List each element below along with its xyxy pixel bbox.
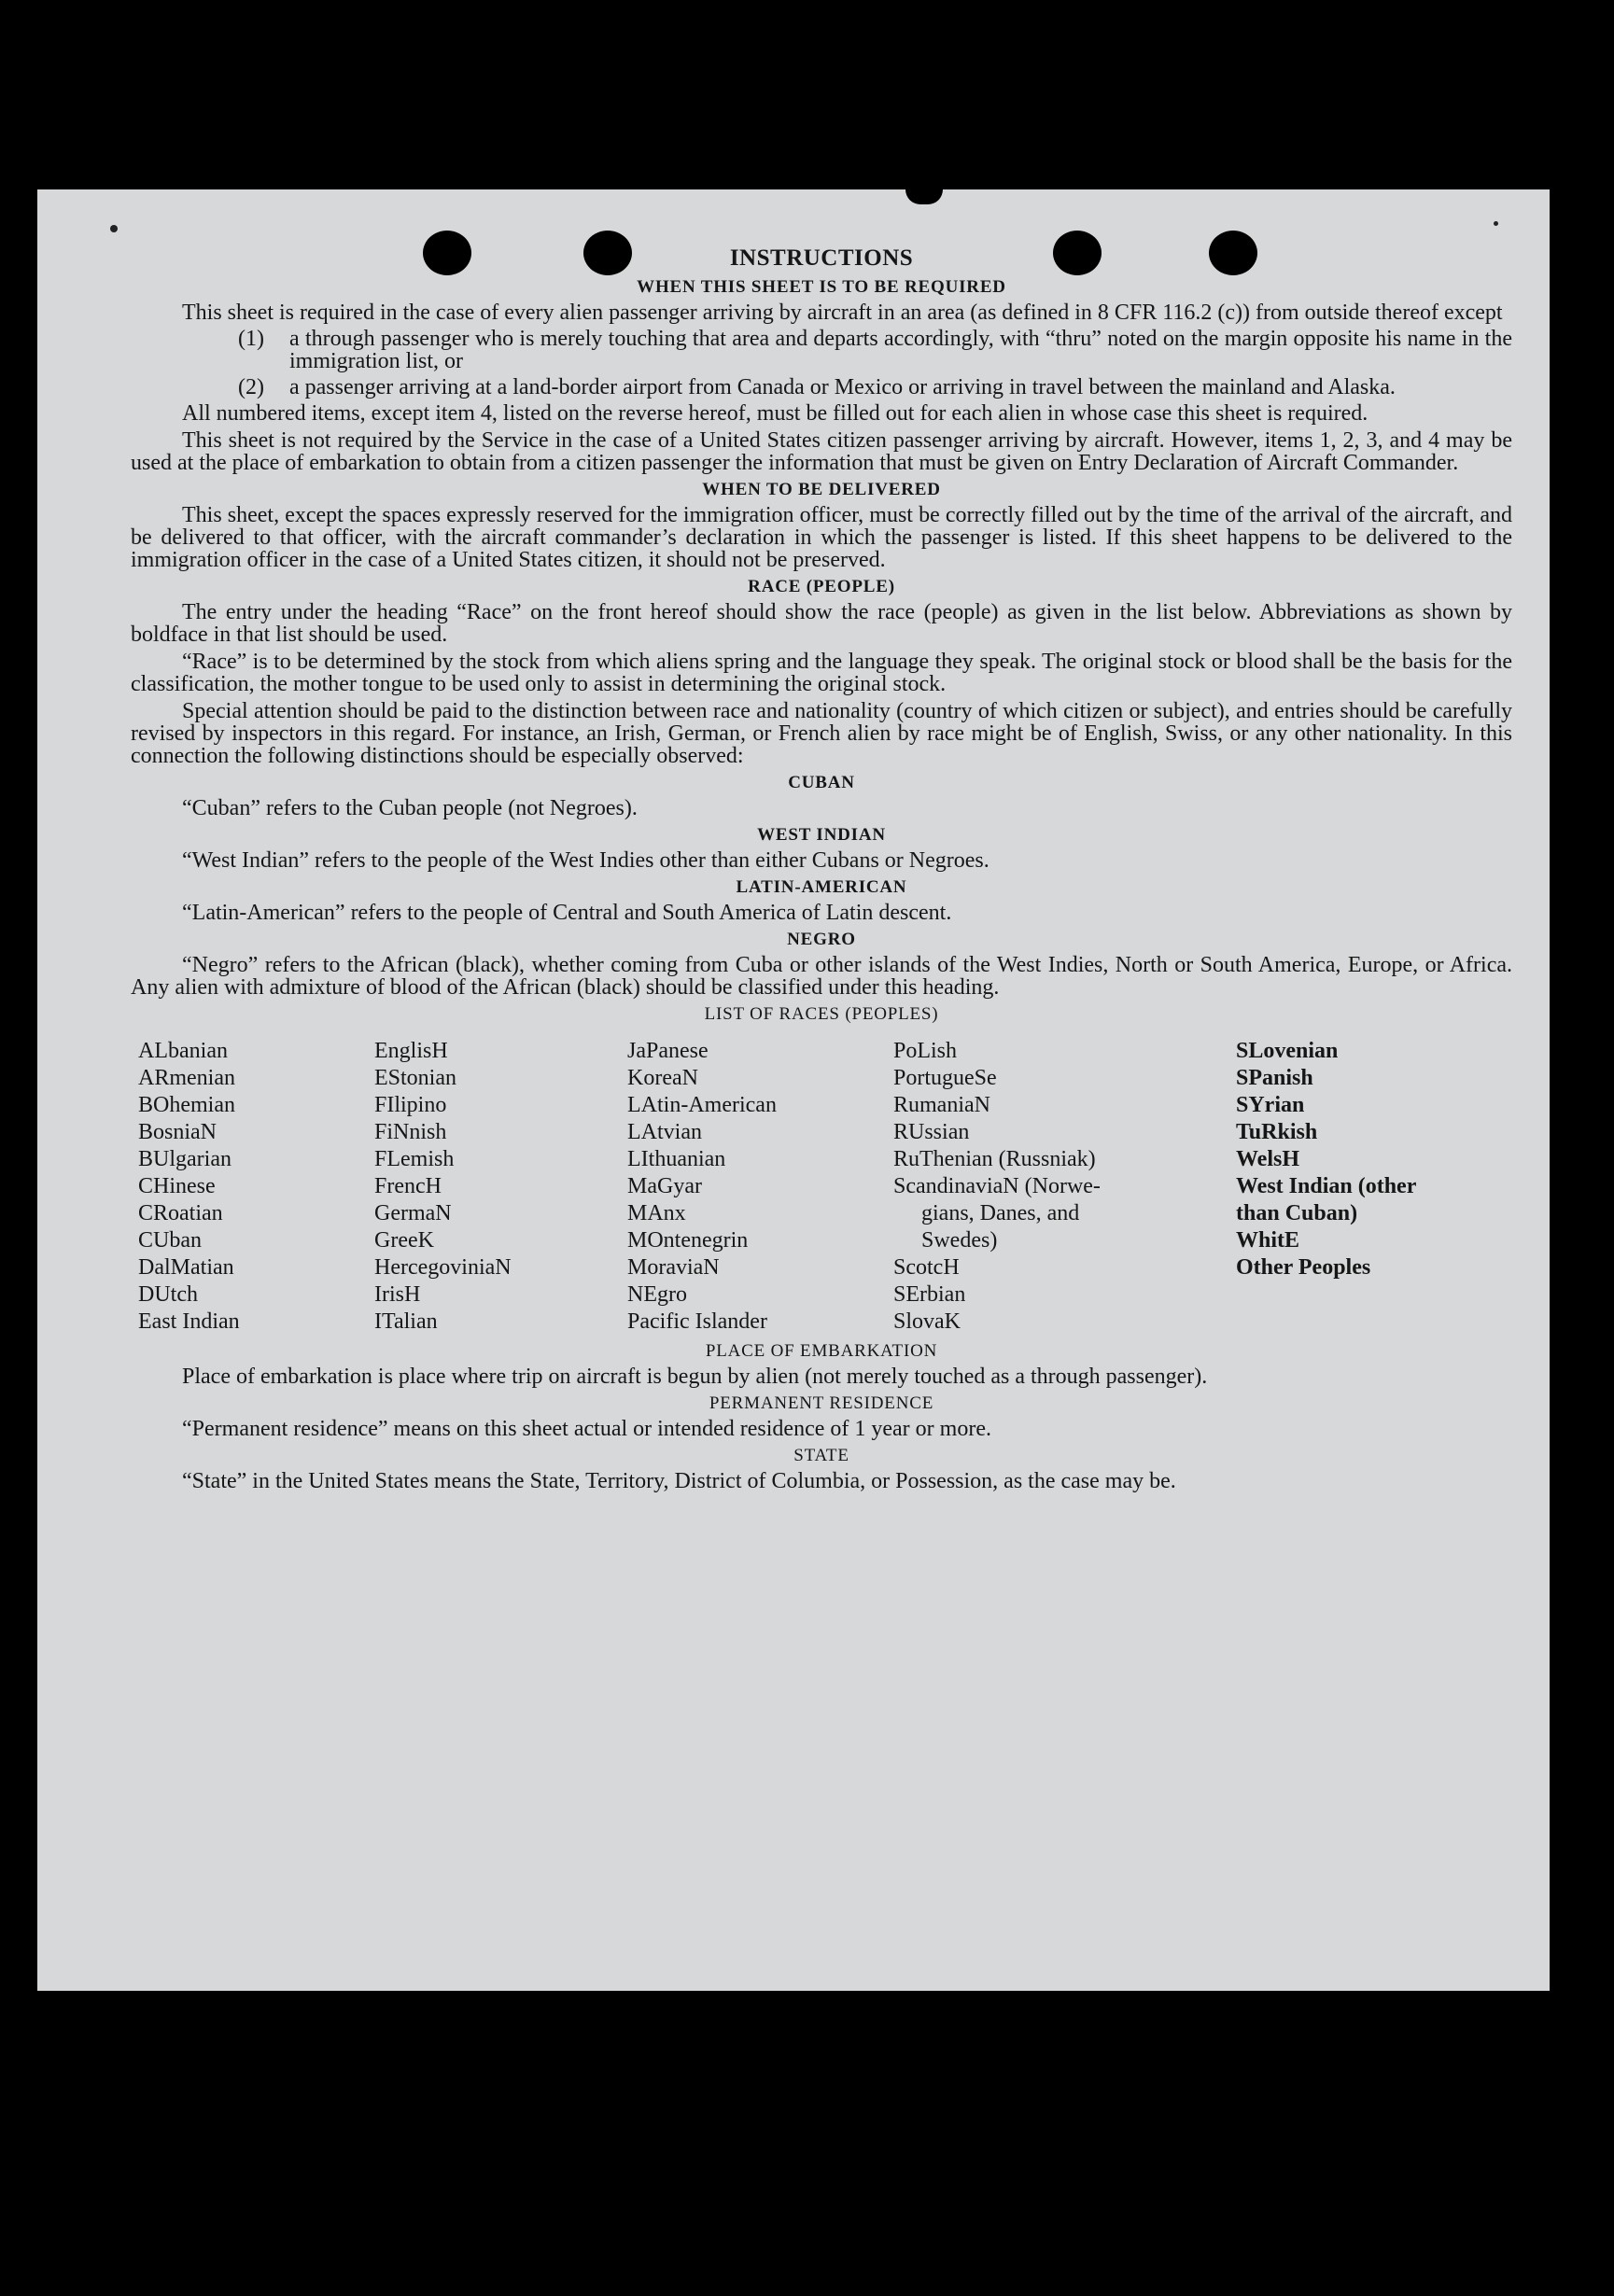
race-entry: Pacific Islander (627, 1309, 767, 1334)
race-entry: FrencH (374, 1174, 442, 1198)
race-entry: RumaniaN (893, 1093, 990, 1117)
item-number: (1) (238, 327, 264, 351)
race-entry: Other Peoples (1236, 1255, 1371, 1280)
race-entry: LAtin-American (627, 1093, 777, 1117)
race-entry: EStonian (374, 1066, 456, 1090)
race-entry: JaPanese (627, 1039, 709, 1063)
race-column (627, 1038, 893, 1336)
page-title: INSTRUCTIONS (729, 245, 914, 271)
instructions-content (131, 245, 1512, 1492)
race-entry: MAnx (627, 1201, 686, 1225)
speck (1494, 221, 1498, 226)
race-column (138, 1038, 374, 1336)
race-entry: GreeK (374, 1228, 434, 1253)
race-entry: LIthuanian (627, 1147, 726, 1171)
race-entry: ALbanian (138, 1039, 228, 1063)
section-heading: LIST OF RACES (PEOPLES) (704, 1004, 939, 1024)
item-text: a through passenger who is merely touching that area and departs accordingly, with “thru” noted on the margin opposite his name in the immigration list, or (289, 327, 1512, 373)
item-text: a passenger arriving at a land-border airport from Canada or Mexico or arriving in travel between the mainland and Alaska. (289, 375, 1396, 399)
race-entry: BosniaN (138, 1120, 217, 1144)
race-entry: gians, Danes, and (921, 1201, 1080, 1225)
race-entry: NEgro (627, 1282, 687, 1307)
paragraph: “Race” is to be determined by the stock from which aliens spring and the language they speak. The original stock or blood shall be the basis for the classification, the mother tongue to be used only to assist in determining the original stock. (131, 650, 1512, 696)
race-entry: MOntenegrin (627, 1228, 749, 1253)
race-entry: ScandinaviaN (Norwe- (893, 1174, 1101, 1198)
paragraph: All numbered items, except item 4, listed on the reverse hereof, must be filled out for each alien in whose case this sheet is required. (182, 401, 1368, 426)
paragraph: The entry under the heading “Race” on the front hereof should show the race (people) as given in the list below. Abbreviations as shown by boldface in that list should be used. (131, 600, 1512, 647)
race-entry: KoreaN (627, 1066, 698, 1090)
paragraph: “Permanent residence” means on this sheet actual or intended residence of 1 year or more. (182, 1417, 991, 1441)
race-entry: GermaN (374, 1201, 452, 1225)
race-entry: ITalian (374, 1309, 438, 1334)
section-heading: NEGRO (787, 930, 856, 949)
race-entry: RuThenian (Russniak) (893, 1147, 1096, 1171)
race-entry: SErbian (893, 1282, 966, 1307)
section-heading: PERMANENT RESIDENCE (709, 1393, 934, 1413)
paragraph: “Cuban” refers to the Cuban people (not Negroes). (182, 796, 638, 820)
race-entry: CHinese (138, 1174, 216, 1198)
race-entry: ScotcH (893, 1255, 960, 1280)
section-heading: WEST INDIAN (757, 825, 886, 845)
race-list (138, 1038, 1512, 1336)
race-entry: WelsH (1236, 1147, 1300, 1171)
race-entry: MoraviaN (627, 1255, 720, 1280)
section-heading: STATE (793, 1446, 849, 1465)
page-tear (905, 189, 943, 204)
paragraph: This sheet is required in the case of every alien passenger arriving by aircraft in an area (as defined in 8 CFR 116.2 (c)) from outside thereof except (182, 301, 1503, 325)
race-entry: SPanish (1236, 1066, 1313, 1090)
race-entry: MaGyar (627, 1174, 702, 1198)
race-entry: IrisH (374, 1282, 421, 1307)
list-item (238, 376, 1512, 399)
race-entry: ARmenian (138, 1066, 235, 1090)
race-entry: PoLish (893, 1039, 958, 1063)
race-entry: SYrian (1236, 1093, 1305, 1117)
paragraph: This sheet, except the spaces expressly reserved for the immigration officer, must be correctly filled out by the time of the arrival of the aircraft, and be delivered to that officer, with the aircraft commander’s declaration in which the passenger is listed. If this sheet happens to be delivered to the immigration officer in the case of a United States citizen, it should not be preserved. (131, 503, 1512, 572)
paragraph: This sheet is not required by the Service in the case of a United States citizen passenger arriving by aircraft. However, items 1, 2, 3, and 4 may be used at the place of embarkation to obtain from a citizen passenger the information that must be given on Entry Declaration of Aircraft Commander. (131, 428, 1512, 475)
section-heading: RACE (PEOPLE) (748, 577, 895, 596)
race-entry: CRoatian (138, 1201, 223, 1225)
race-entry: PortugueSe (893, 1066, 997, 1090)
race-entry: RUssian (893, 1120, 970, 1144)
list-item (238, 328, 1512, 372)
race-entry: HercegoviniaN (374, 1255, 512, 1280)
race-column (374, 1038, 627, 1336)
race-entry: FIlipino (374, 1093, 447, 1117)
item-number: (2) (238, 375, 264, 399)
section-heading: CUBAN (788, 773, 855, 792)
race-entry: East Indian (138, 1309, 240, 1334)
race-entry: BOhemian (138, 1093, 235, 1117)
race-entry: SLovenian (1236, 1039, 1339, 1063)
paragraph: “West Indian” refers to the people of the West Indies other than either Cubans or Negroes. (182, 848, 989, 873)
speck (110, 225, 118, 232)
race-entry: Swedes) (921, 1228, 998, 1253)
paragraph: “Latin-American” refers to the people of Central and South America of Latin descent. (182, 901, 952, 925)
section-heading: WHEN TO BE DELIVERED (702, 480, 941, 499)
race-entry: WhitE (1236, 1228, 1300, 1253)
document-page (37, 189, 1550, 1991)
race-entry: FLemish (374, 1147, 455, 1171)
race-entry: EnglisH (374, 1039, 448, 1063)
paragraph: “Negro” refers to the African (black), whether coming from Cuba or other islands of the West Indies, North or South America, Europe, or Africa. Any alien with admixture of blood of the African (black) should be classified under this heading. (131, 953, 1512, 1000)
race-entry: FiNnish (374, 1120, 447, 1144)
section-heading: WHEN THIS SHEET IS TO BE REQUIRED (637, 277, 1006, 297)
paragraph: “State” in the United States means the State, Territory, District of Columbia, or Possession, as the case may be. (182, 1469, 1176, 1493)
race-entry: SlovaK (893, 1309, 961, 1334)
section-heading: PLACE OF EMBARKATION (705, 1341, 938, 1361)
race-entry: than Cuban) (1236, 1201, 1358, 1225)
race-column (893, 1038, 1236, 1336)
race-entry: DalMatian (138, 1255, 234, 1280)
race-entry: CUban (138, 1228, 202, 1253)
section-heading: LATIN-AMERICAN (736, 877, 907, 897)
race-column (1236, 1038, 1488, 1336)
race-entry: BUlgarian (138, 1147, 232, 1171)
race-entry: DUtch (138, 1282, 198, 1307)
paragraph: Special attention should be paid to the distinction between race and nationality (country of which citizen or subject), and entries should be carefully revised by inspectors in this regard. For instance, an Irish, German, or French alien by race might be of English, Swiss, or any other nationality. In this connection the following distinctions should be especially observed: (131, 699, 1512, 768)
race-entry: West Indian (other (1236, 1174, 1417, 1198)
race-entry: TuRkish (1236, 1120, 1318, 1144)
paragraph: Place of embarkation is place where trip on aircraft is begun by alien (not merely touched as a through passenger). (182, 1365, 1208, 1389)
race-entry: LAtvian (627, 1120, 702, 1144)
